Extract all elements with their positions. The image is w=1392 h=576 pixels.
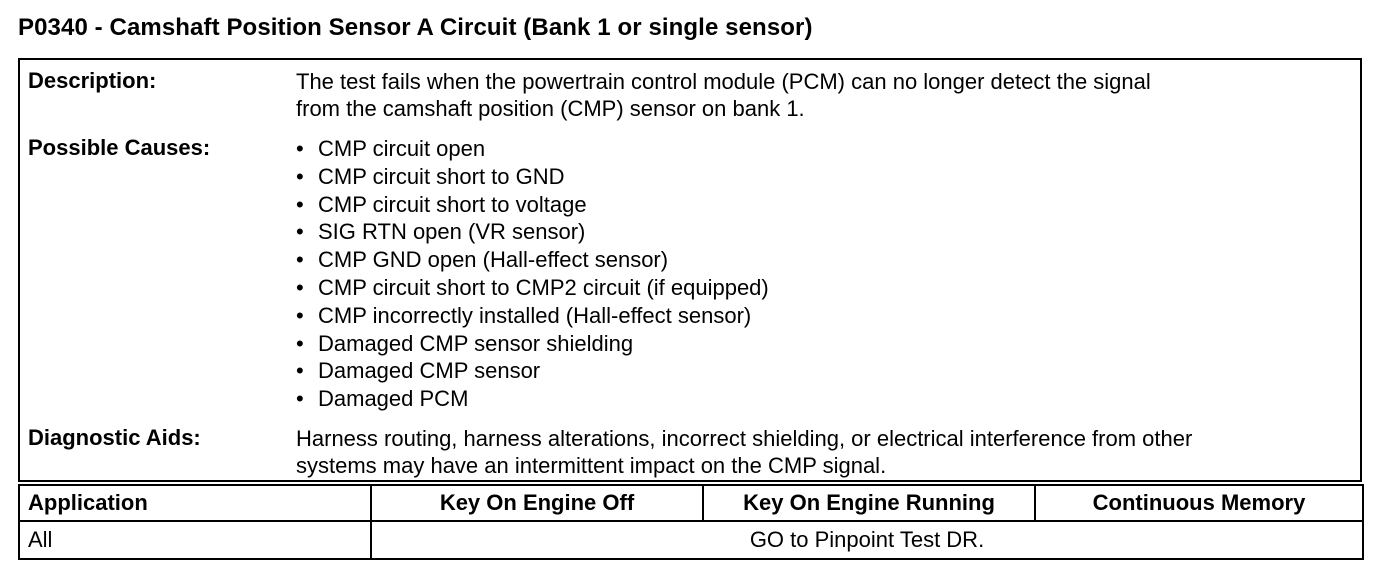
pinpoint-test-action: GO to Pinpoint Test DR. xyxy=(371,521,1363,559)
possible-causes-list xyxy=(296,135,769,413)
page-title: P0340 - Camshaft Position Sensor A Circuit (Bank 1 or single sensor) xyxy=(18,14,813,41)
header-continuous-memory: Continuous Memory xyxy=(1035,485,1363,521)
application-table xyxy=(18,484,1364,560)
table-header-row xyxy=(19,485,1363,521)
header-application: Application xyxy=(19,485,371,521)
cause-item: • CMP circuit short to CMP2 circuit (if equipped) xyxy=(296,274,769,302)
dtc-info-box xyxy=(18,58,1362,482)
table-row xyxy=(19,521,1363,559)
application-cell: All xyxy=(19,521,371,559)
diagnostic-aids-label: Diagnostic Aids: xyxy=(28,425,201,450)
cause-item: • CMP circuit short to GND xyxy=(296,163,769,191)
cause-item: • CMP GND open (Hall-effect sensor) xyxy=(296,246,769,274)
cause-item: • CMP circuit open xyxy=(296,135,769,163)
cause-item: • Damaged CMP sensor shielding xyxy=(296,330,769,358)
cause-item: • SIG RTN open (VR sensor) xyxy=(296,218,769,246)
description-text xyxy=(296,68,1151,122)
possible-causes-content xyxy=(296,135,769,413)
description-label: Description: xyxy=(28,68,157,93)
cause-item: • CMP circuit short to voltage xyxy=(296,191,769,219)
cause-item: • Damaged CMP sensor xyxy=(296,357,769,385)
header-key-on-engine-off: Key On Engine Off xyxy=(371,485,703,521)
cause-item: • CMP incorrectly installed (Hall-effect sensor) xyxy=(296,302,769,330)
header-key-on-engine-running: Key On Engine Running xyxy=(703,485,1035,521)
cause-item: • Damaged PCM xyxy=(296,385,769,413)
diagnostic-aids-line-1: Harness routing, harness alterations, incorrect shielding, or electrical interference from other xyxy=(296,426,1193,451)
possible-causes-label: Possible Causes: xyxy=(28,135,211,160)
description-line-2: from the camshaft position (CMP) sensor on bank 1. xyxy=(296,96,805,121)
diagnostic-aids-line-2: systems may have an intermittent impact on the CMP signal. xyxy=(296,453,887,478)
description-line-1: The test fails when the powertrain control module (PCM) can no longer detect the signal xyxy=(296,69,1151,94)
diagnostic-aids-text xyxy=(296,425,1192,479)
